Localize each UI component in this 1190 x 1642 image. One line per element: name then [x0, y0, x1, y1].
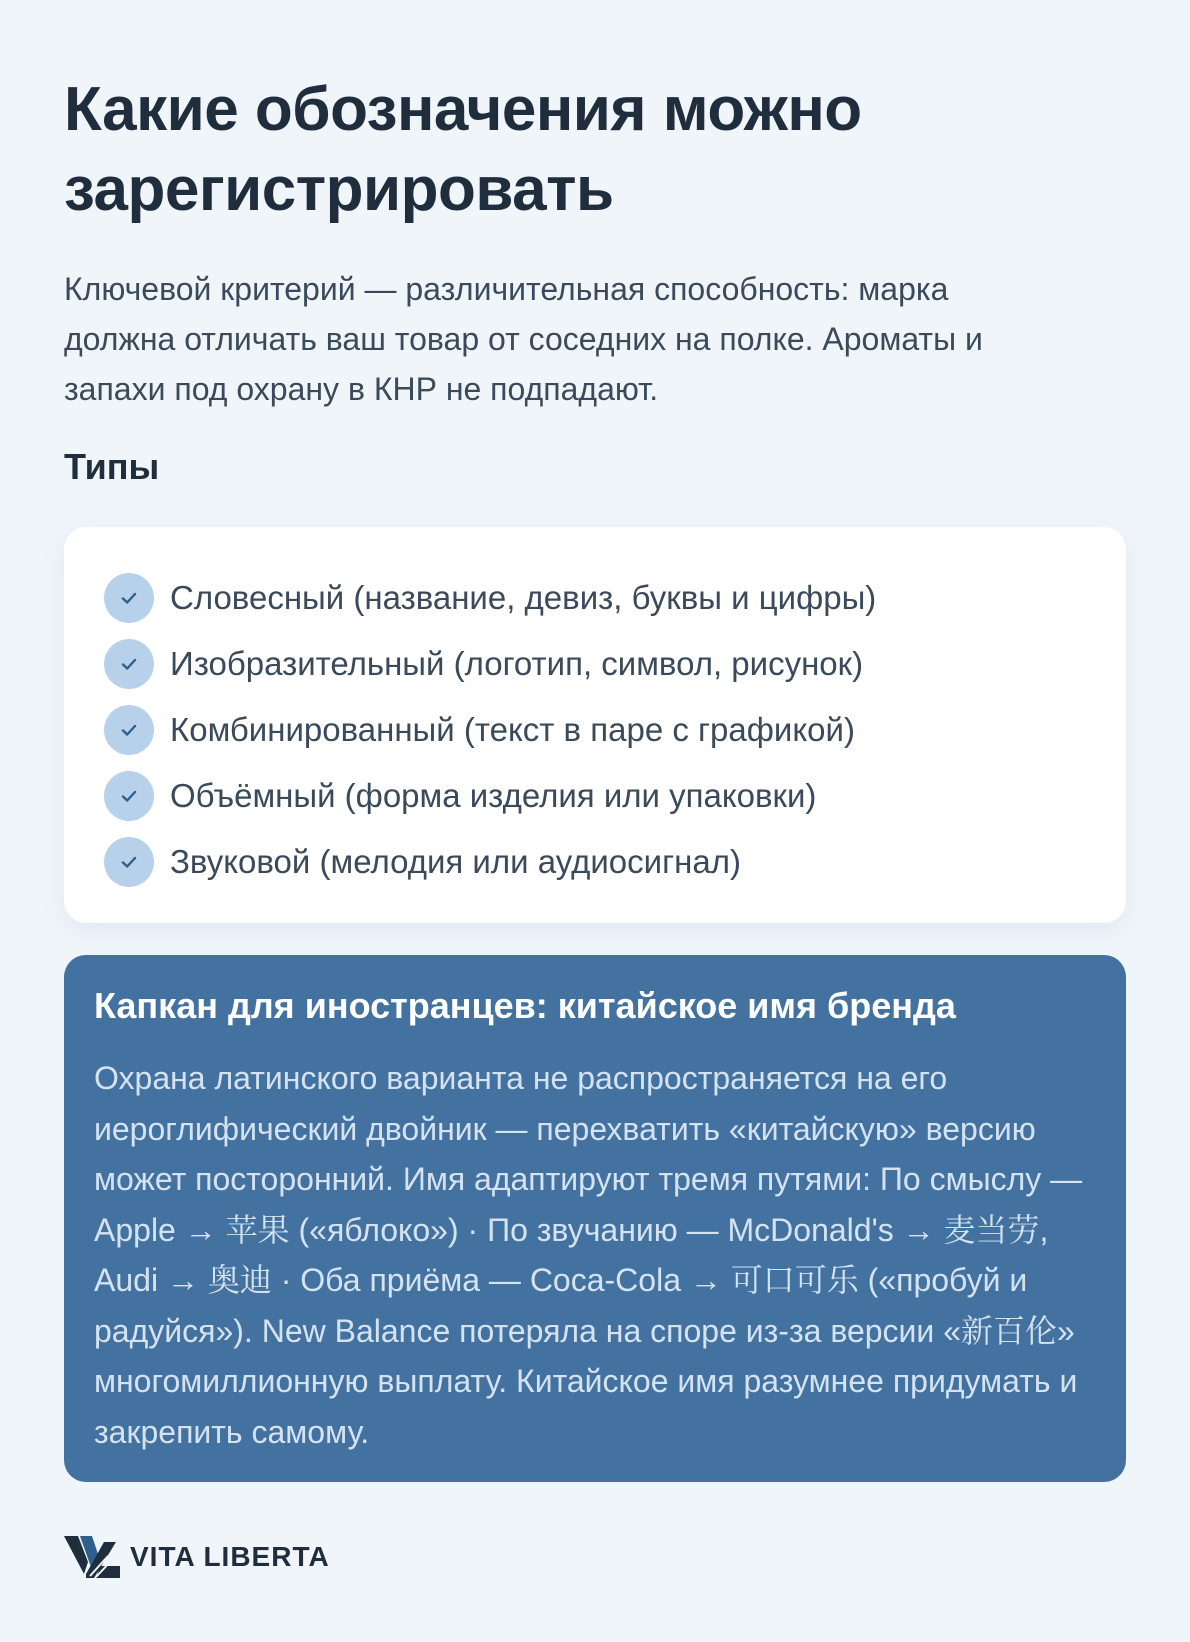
page-title: Какие обозначения можно зарегистрировать	[64, 75, 862, 224]
check-icon	[104, 837, 154, 887]
check-icon	[104, 573, 154, 623]
vita-liberta-logo-icon	[64, 1536, 120, 1578]
list-item	[104, 631, 876, 697]
check-icon	[104, 639, 154, 689]
types-list	[104, 565, 876, 895]
brand-name: VITA LIBERTA	[130, 1541, 330, 1572]
brand-logo	[64, 1536, 330, 1578]
check-icon	[104, 771, 154, 821]
list-item-label: Звуковой (мелодия или аудиосигнал)	[170, 843, 741, 880]
list-item-label: Изобразительный (логотип, символ, рисунок)	[170, 645, 864, 682]
list-item-label: Комбинированный (текст в паре с графикой)	[170, 711, 855, 748]
types-heading: Типы	[64, 446, 160, 487]
list-item	[104, 829, 876, 895]
list-item-label: Объёмный (форма изделия или упаковки)	[170, 777, 817, 814]
lead-paragraph: Ключевой критерий — различительная способность: марка должна отличать ваш товар от соседних на полке. Ароматы и запахи под охрану в КНР не подпадают.	[64, 271, 983, 407]
list-item-label: Словесный (название, девиз, буквы и цифры)	[170, 579, 877, 616]
list-item	[104, 697, 876, 763]
callout-title: Капкан для иностранцев: китайское имя бренда	[94, 985, 956, 1026]
types-card	[64, 527, 1126, 923]
list-item	[104, 565, 876, 631]
list-item	[104, 763, 876, 829]
callout-body: Охрана латинского варианта не распространяется на его иероглифический двойник — перехватить «китайскую» версию может посторонний. Имя адаптируют тремя путями: По смыслу — Apple → 苹果 («яблоко») · По звучанию — McDonald's → 麦当劳, Audi → 奥迪 · Оба приёма — Coca‑Cola → 可口可乐 («пробуй и радуйся»). New Balance потеряла на споре из‑за версии «新百伦» многомиллионную выплату. Китайское имя разумнее придумать и закрепить самому.	[94, 1060, 1083, 1450]
callout-box	[64, 955, 1126, 1482]
check-icon	[104, 705, 154, 755]
